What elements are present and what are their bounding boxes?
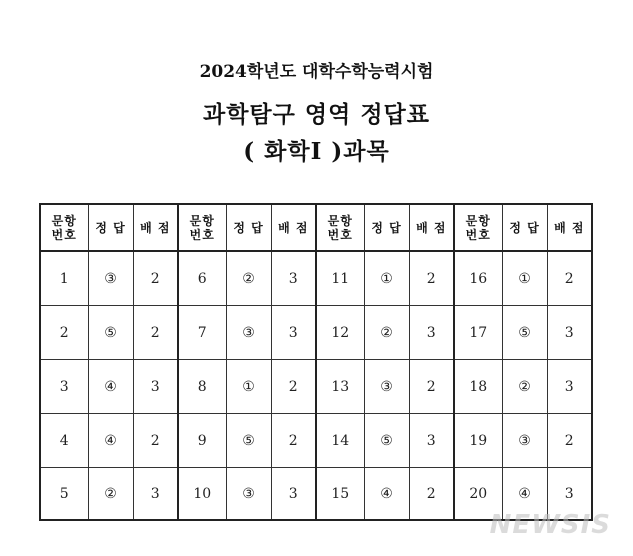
points-cell: 3 bbox=[271, 306, 316, 360]
question-number: 10 bbox=[178, 468, 226, 521]
answer-cell: ② bbox=[226, 251, 271, 306]
answer-cell: ⑤ bbox=[502, 306, 547, 360]
question-number: 18 bbox=[454, 360, 502, 414]
col-header-answer: 정 답 bbox=[364, 204, 409, 251]
points-cell: 3 bbox=[547, 468, 592, 521]
points-cell: 2 bbox=[547, 414, 592, 468]
answer-cell: ① bbox=[502, 251, 547, 306]
question-number: 5 bbox=[40, 468, 88, 521]
points-cell: 2 bbox=[547, 251, 592, 306]
points-cell: 3 bbox=[547, 360, 592, 414]
col-header-points: 배 점 bbox=[271, 204, 316, 251]
col-header-number: 문항 번호 bbox=[178, 204, 226, 251]
question-number: 20 bbox=[454, 468, 502, 521]
table-row bbox=[40, 251, 592, 306]
question-number: 12 bbox=[316, 306, 364, 360]
table-row bbox=[40, 306, 592, 360]
question-number: 17 bbox=[454, 306, 502, 360]
points-cell: 3 bbox=[547, 306, 592, 360]
question-number: 6 bbox=[178, 251, 226, 306]
answer-table bbox=[39, 203, 593, 521]
answer-cell: ④ bbox=[88, 360, 133, 414]
col-header-number: 문항 번호 bbox=[40, 204, 88, 251]
points-cell: 2 bbox=[271, 360, 316, 414]
answer-cell: ③ bbox=[502, 414, 547, 468]
question-number: 9 bbox=[178, 414, 226, 468]
question-number: 16 bbox=[454, 251, 502, 306]
question-number: 2 bbox=[40, 306, 88, 360]
question-number: 11 bbox=[316, 251, 364, 306]
col-header-answer: 정 답 bbox=[226, 204, 271, 251]
points-cell: 3 bbox=[133, 468, 178, 521]
points-cell: 3 bbox=[271, 468, 316, 521]
col-header-number: 문항 번호 bbox=[316, 204, 364, 251]
points-cell: 3 bbox=[409, 414, 454, 468]
question-number: 19 bbox=[454, 414, 502, 468]
col-header-answer: 정 답 bbox=[502, 204, 547, 251]
answer-cell: ② bbox=[364, 306, 409, 360]
question-number: 7 bbox=[178, 306, 226, 360]
col-header-points: 배 점 bbox=[547, 204, 592, 251]
question-number: 14 bbox=[316, 414, 364, 468]
col-header-points: 배 점 bbox=[409, 204, 454, 251]
exam-title: 2024학년도 대학수학능력시험 bbox=[199, 62, 434, 82]
question-number: 8 bbox=[178, 360, 226, 414]
answer-cell: ② bbox=[502, 360, 547, 414]
answer-cell: ③ bbox=[226, 468, 271, 521]
question-number: 15 bbox=[316, 468, 364, 521]
answer-cell: ④ bbox=[88, 414, 133, 468]
answer-cell: ③ bbox=[364, 360, 409, 414]
points-cell: 2 bbox=[133, 414, 178, 468]
points-cell: 2 bbox=[133, 251, 178, 306]
question-number: 13 bbox=[316, 360, 364, 414]
newsis-watermark: NEWSIS bbox=[489, 510, 611, 540]
question-number: 4 bbox=[40, 414, 88, 468]
points-cell: 2 bbox=[271, 414, 316, 468]
answer-cell: ⑤ bbox=[88, 306, 133, 360]
answer-cell: ③ bbox=[226, 306, 271, 360]
answer-cell: ② bbox=[88, 468, 133, 521]
answer-cell: ③ bbox=[88, 251, 133, 306]
col-header-answer: 정 답 bbox=[88, 204, 133, 251]
table-row bbox=[40, 414, 592, 468]
subject-title: ( 화학Ⅰ )과목 bbox=[243, 138, 390, 165]
answer-cell: ④ bbox=[502, 468, 547, 521]
question-number: 1 bbox=[40, 251, 88, 306]
col-header-number: 문항 번호 bbox=[454, 204, 502, 251]
question-number: 3 bbox=[40, 360, 88, 414]
header-row bbox=[40, 204, 592, 251]
points-cell: 2 bbox=[409, 360, 454, 414]
answer-cell: ① bbox=[364, 251, 409, 306]
answer-cell: ⑤ bbox=[364, 414, 409, 468]
points-cell: 2 bbox=[133, 306, 178, 360]
section-title: 과학탐구 영역 정답표 bbox=[203, 101, 430, 128]
answer-cell: ① bbox=[226, 360, 271, 414]
answer-cell: ④ bbox=[364, 468, 409, 521]
points-cell: 3 bbox=[409, 306, 454, 360]
points-cell: 2 bbox=[409, 251, 454, 306]
answer-cell: ⑤ bbox=[226, 414, 271, 468]
table-row bbox=[40, 360, 592, 414]
col-header-points: 배 점 bbox=[133, 204, 178, 251]
points-cell: 3 bbox=[133, 360, 178, 414]
points-cell: 3 bbox=[271, 251, 316, 306]
points-cell: 2 bbox=[409, 468, 454, 521]
